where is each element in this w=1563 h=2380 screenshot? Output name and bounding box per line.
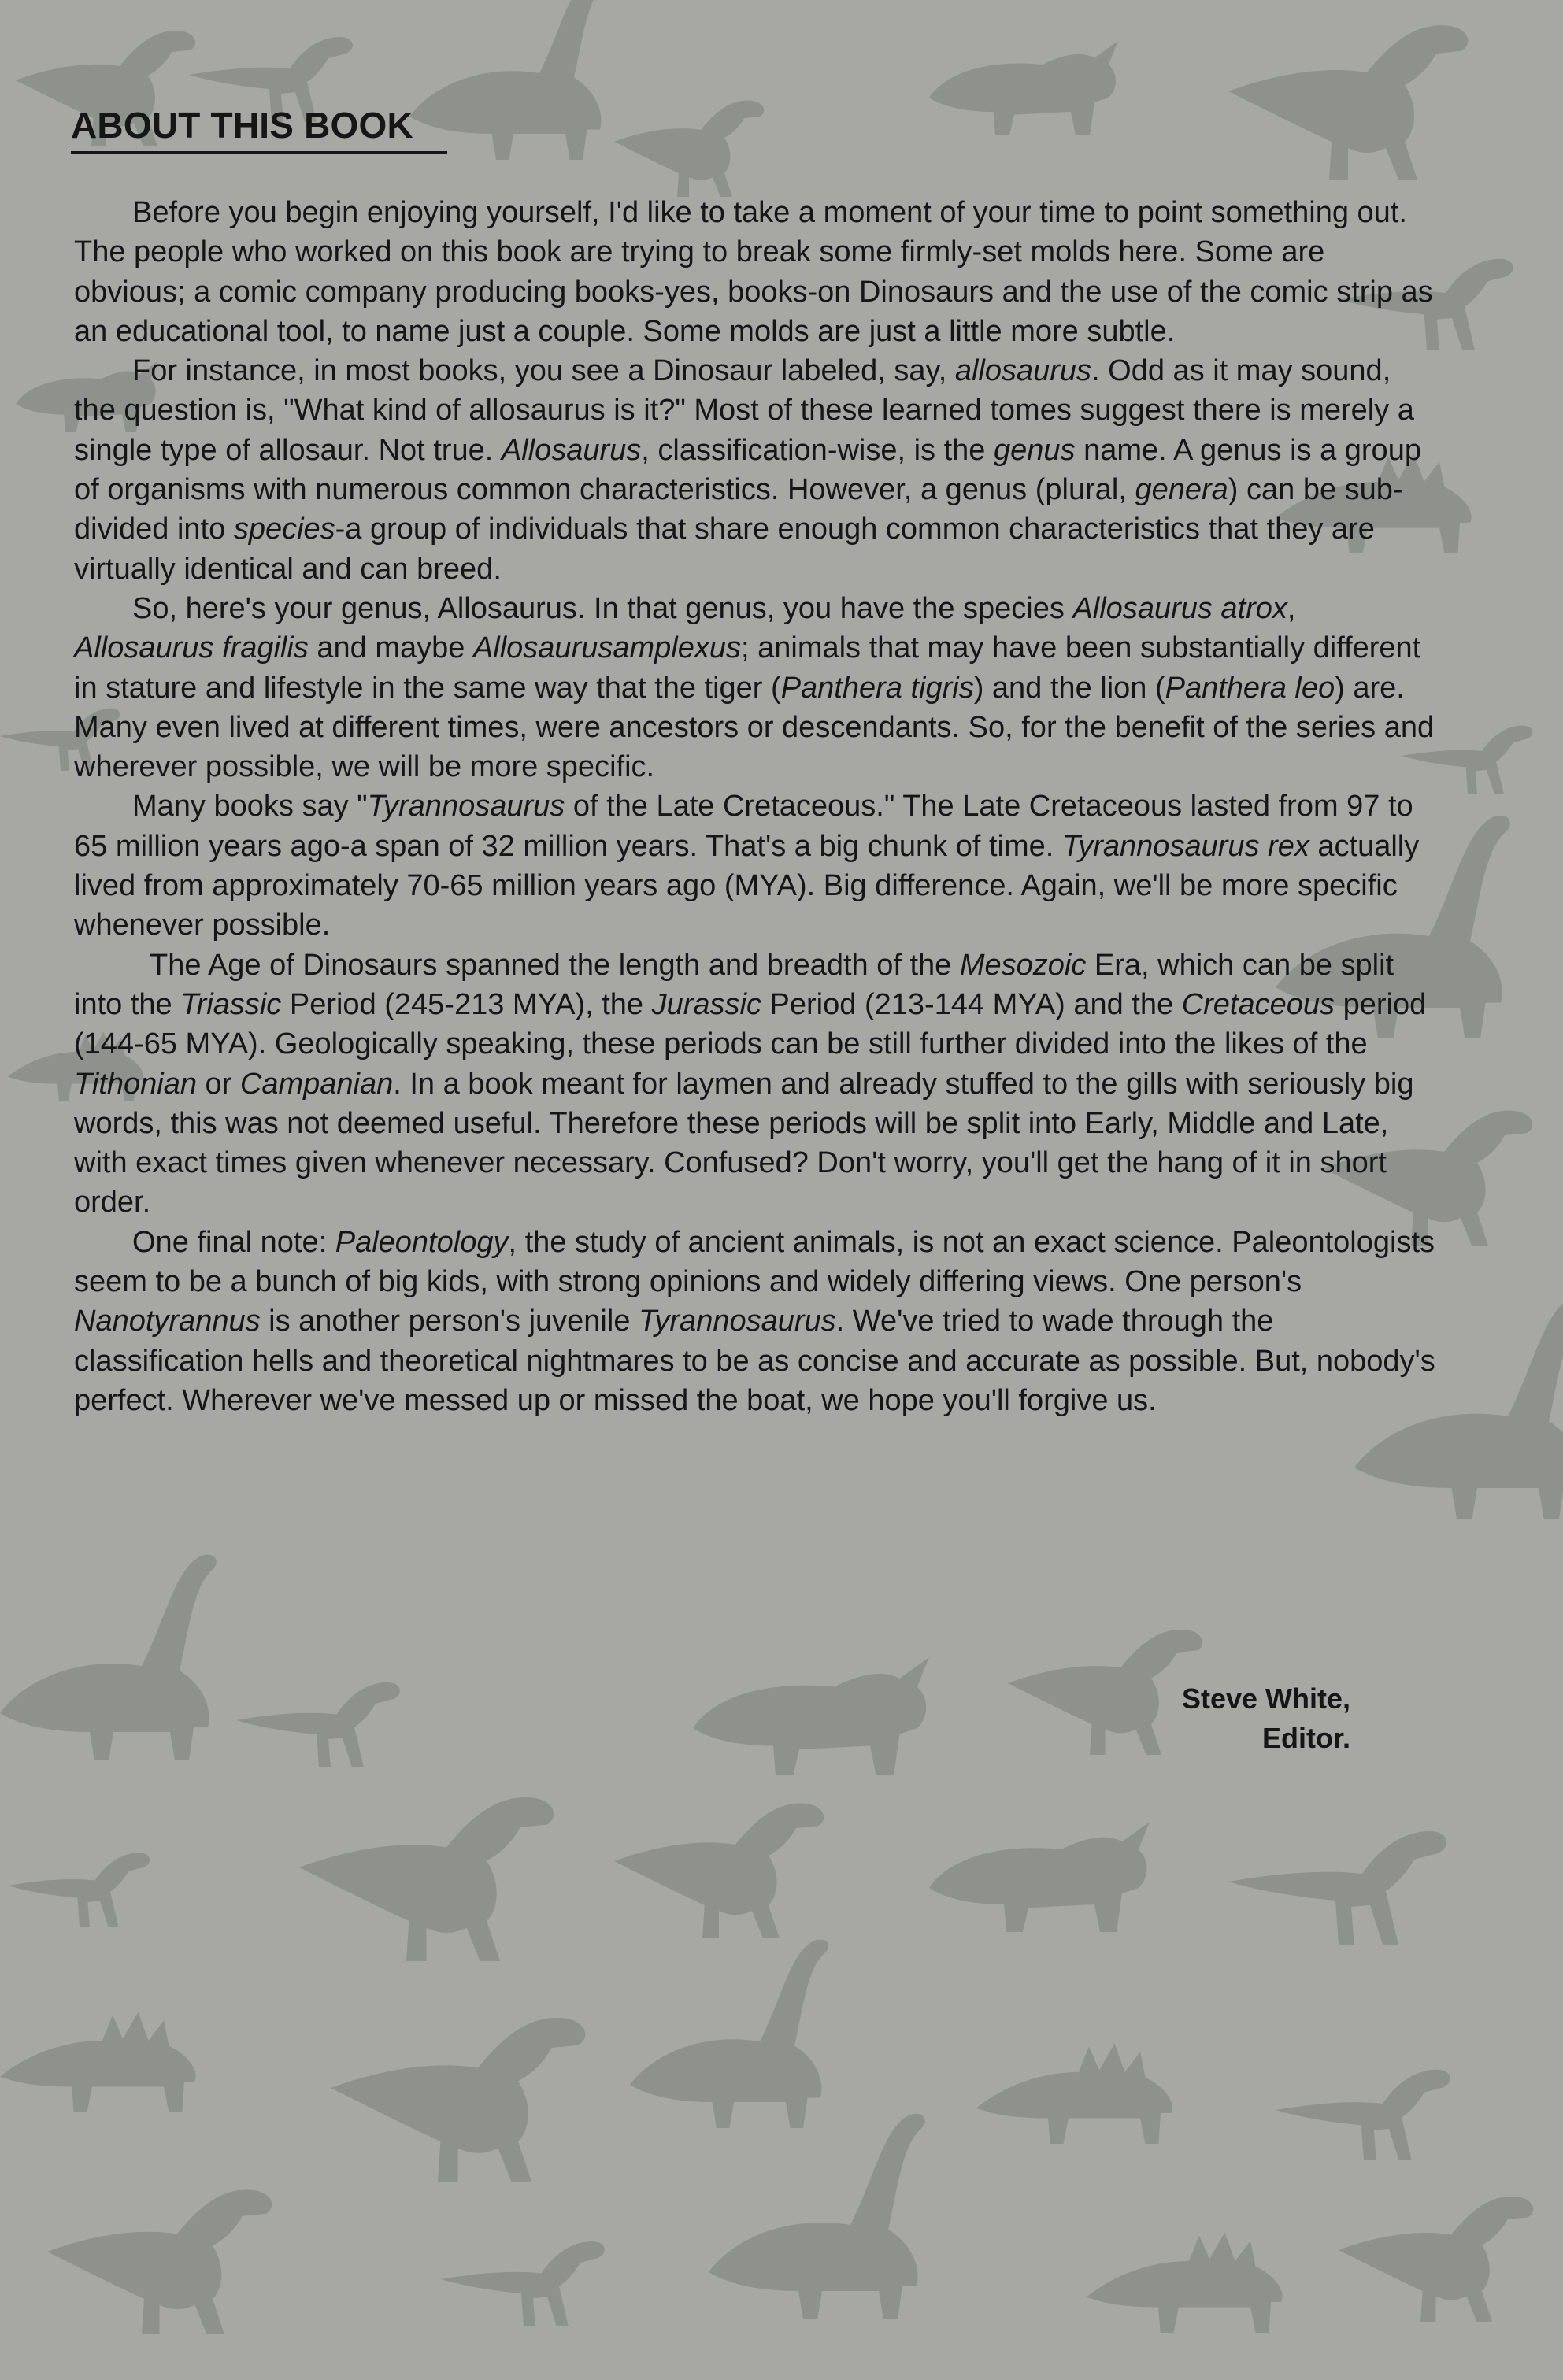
article-body — [74, 193, 1436, 1420]
paragraph-4: Many books say "Tyrannosaurus of the Late Cretaceous." The Late Cretaceous lasted from 97 to 65 million years ago-a span of 32 million years. That's a big chunk of time. Tyrannosaurus rex actually lived from approximately 70-65 million years ago (MYA). Big difference. Again, we'll be more specific whenever possible. — [74, 790, 1420, 942]
paragraph-3: So, here's your genus, Allosaurus. In that genus, you have the species Allosaurus atrox, Allosaurus fragilis and maybe Allosaurusamplexus; animals that may have been substantially different in stature and lifestyle in the same way that the tiger (Panthera tigris) and the lion (Panthera leo) are. Many even lived at different times, were ancestors or descendants. So, for the benefit of the series and wherever possible, we will be more specific. — [74, 591, 1435, 784]
signature-role: Editor. — [1261, 1722, 1350, 1754]
signature-name: Steve White, — [1181, 1682, 1350, 1715]
paragraph-5: The Age of Dinosaurs spanned the length and breadth of the Mesozoic Era, which can be split into the Triassic Period (245-213 MYA), the Jurassic Period (213-144 MYA) and the Cretaceous period (144-65 MYA). Geologically speaking, these periods can be still further divided into the likes of the Tithonian or Campanian. In a book meant for laymen and already stuffed to the gills with seriously big words, this was not deemed useful. Therefore these periods will be split into Early, Middle and Late, with exact times given whenever necessary. Confused? Don't worry, you'll get the hang of it in short order. — [74, 948, 1427, 1220]
paragraph-6: One final note: Paleontology, the study of ancient animals, is not an exact science. Paleontologists seem to be a bunch of big kids, with strong opinions and widely differing views. One person's Nanotyrannus is another person's juvenile Tyrannosaurus. We've tried to wade through the classification hells and theoretical nightmares to be as concise and accurate as possible. But, nobody's perfect. Wherever we've messed up or missed the boat, we hope you'll forgive us. — [74, 1225, 1435, 1417]
paragraph-2: For instance, in most books, you see a Dinosaur labeled, say, allosaurus. Odd as it may sound, the question is, "What kind of allosaurus is it?" Most of these learned tomes suggest there is merely a single type of allosaur. Not true. Allosaurus, classification-wise, is the genus name. A genus is a group of organisms with numerous common characteristics. However, a genus (plural, genera) can be sub-divided into species-a group of individuals that share enough common characteristics that they are virtually identical and can breed. — [74, 354, 1421, 586]
page-title: ABOUT THIS BOOK — [71, 105, 413, 146]
paragraph-1: Before you begin enjoying yourself, I'd like to take a moment of your time to point something out. The people who worked on this book are trying to break some firmly-set molds here. Some are obvious; a comic company producing books-yes, books-on Dinosaurs and the use of the comic strip as an educational tool, to name just a couple. Some molds are just a little more subtle. — [74, 196, 1433, 348]
title-underline — [71, 151, 447, 154]
editor-signature — [1182, 1679, 1350, 1758]
